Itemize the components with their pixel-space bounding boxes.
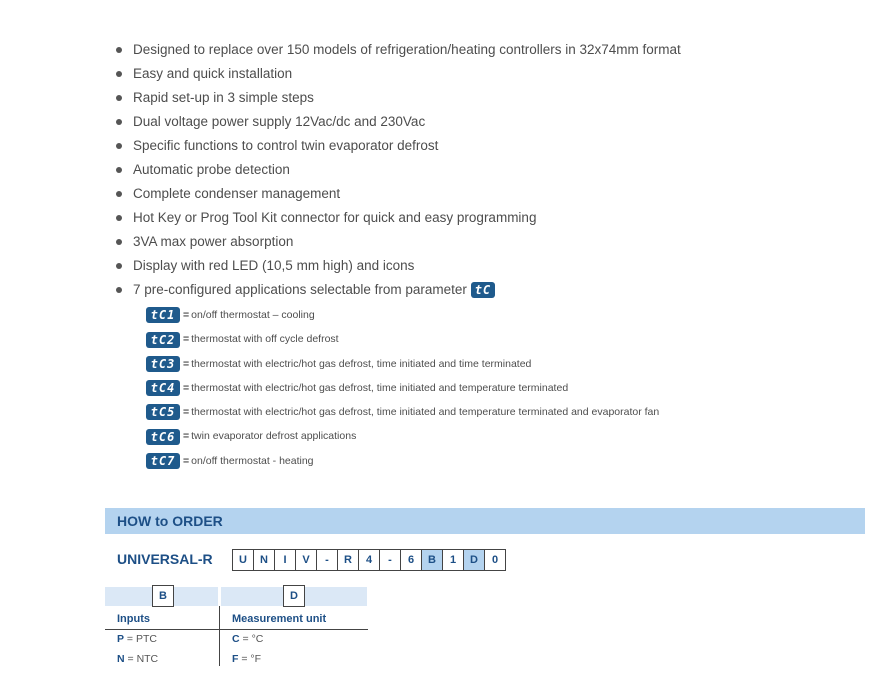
option-b-box: B [152,585,174,607]
bullet-icon [116,47,122,53]
equals-sign: = [183,357,190,370]
feature-item [116,158,681,182]
bullet-icon [116,239,122,245]
application-item [146,303,659,327]
option-b-header: Inputs [117,613,150,625]
equals-sign: = [183,309,190,321]
code-cell: - [379,549,401,571]
bullet-icon [116,167,122,173]
application-text: twin evaporator defrost applications [191,430,357,443]
option-d-box: D [283,585,305,607]
code-cell: U [232,549,254,571]
application-text: thermostat with electric/hot gas defrost, time initiated and temperature terminated and evaporator fan [191,406,660,419]
order-title: HOW to ORDER [117,513,223,529]
application-item [146,449,659,473]
feature-text: Automatic probe detection [133,162,290,177]
option-b-row: N = NTC [117,653,159,665]
parameter-badge: tC [471,282,495,298]
feature-text: Rapid set-up in 3 simple steps [133,90,314,105]
application-code-badge: tC4 [146,380,180,396]
option-divider [219,606,220,666]
feature-item [116,110,681,134]
application-list [146,303,659,473]
application-code-badge: tC3 [146,356,180,372]
equals-sign: = [183,430,190,443]
code-cell: D [463,549,485,571]
code-cell: 6 [400,549,422,571]
feature-text: Specific functions to control twin evaporator defrost [133,138,439,153]
code-cell: I [274,549,296,571]
order-code-boxes [232,549,506,571]
feature-text: Display with red LED (10,5 mm high) and icons [133,258,415,273]
feature-item [116,206,681,230]
code-cell: N [253,549,275,571]
feature-item [116,38,681,62]
code-cell: R [337,549,359,571]
equals-sign: = [183,406,190,419]
application-item [146,352,659,376]
code-cell: 0 [484,549,506,571]
application-text: thermostat with electric/hot gas defrost, time initiated and temperature terminated [191,381,569,394]
feature-item [116,278,681,302]
bullet-icon [116,215,122,221]
option-b-row: P = PTC [117,633,157,645]
feature-list [116,38,681,302]
application-code-badge: tC5 [146,404,180,420]
application-text: on/off thermostat – cooling [191,309,315,321]
feature-item [116,254,681,278]
feature-text: 7 pre-configured applications selectable from parameter [133,282,467,297]
feature-text: Complete condenser management [133,186,341,201]
feature-text: Easy and quick installation [133,66,293,81]
code-cell: 1 [442,549,464,571]
feature-text: Hot Key or Prog Tool Kit connector for quick and easy programming [133,210,537,225]
application-item [146,376,659,400]
feature-item [116,230,681,254]
equals-sign: = [183,381,190,394]
feature-item [116,86,681,110]
application-item [146,400,659,424]
feature-item [116,62,681,86]
code-cell: 4 [358,549,380,571]
application-code-badge: tC6 [146,429,180,445]
bullet-icon [116,263,122,269]
bullet-icon [116,287,122,293]
bullet-icon [116,191,122,197]
feature-item [116,182,681,206]
application-text: thermostat with off cycle defrost [191,333,339,346]
option-d-row: F = °F [232,653,262,665]
option-d-row: C = °C [232,633,264,645]
application-code-badge: tC7 [146,453,180,469]
equals-sign: = [183,333,190,346]
application-text: thermostat with electric/hot gas defrost, time initiated and time terminated [191,357,532,370]
code-cell: B [421,549,443,571]
option-d-header: Measurement unit [232,613,327,625]
feature-item [116,134,681,158]
equals-sign: = [183,454,190,467]
bullet-icon [116,119,122,125]
application-code-badge: tC2 [146,332,180,348]
application-item [146,327,659,351]
application-item [146,424,659,448]
application-text: on/off thermostat - heating [191,454,314,467]
bullet-icon [116,71,122,77]
feature-text: Designed to replace over 150 models of refrigeration/heating controllers in 32x74mm format [133,42,681,57]
option-b-rule [105,629,219,630]
code-cell: - [316,549,338,571]
model-name: UNIVERSAL-R [117,551,213,567]
feature-text: Dual voltage power supply 12Vac/dc and 230Vac [133,114,426,129]
code-cell: V [295,549,317,571]
application-code-badge: tC1 [146,307,180,323]
option-d-rule [220,629,368,630]
bullet-icon [116,143,122,149]
feature-text: 3VA max power absorption [133,234,294,249]
bullet-icon [116,95,122,101]
